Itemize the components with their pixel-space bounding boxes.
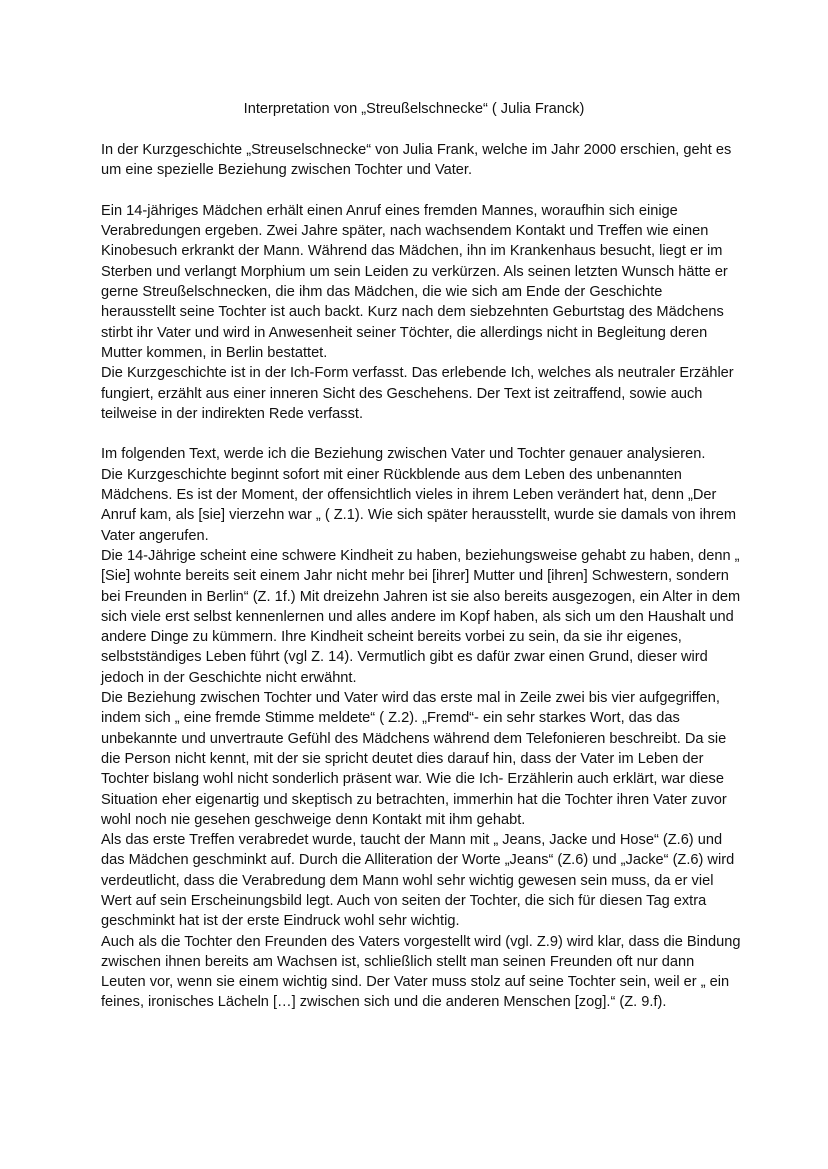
paragraph-spacer bbox=[101, 424, 741, 444]
paragraph-spacer bbox=[101, 181, 741, 201]
paragraph-flashback: Die Kurzgeschichte beginnt sofort mit einer Rückblende aus dem Leben des unbenannten Mädchens. Es ist der Moment, der offensichtlich vieles in ihrem Leben verändert hat, denn „Der Anruf kam, als [sie] vierzehn war „ ( Z.1). Wie sich später herausstellt, wurde sie damals von ihrem Vater angerufen. bbox=[101, 466, 737, 544]
paragraph-childhood: Die 14-Jährige scheint eine schwere Kindheit zu haben, beziehungsweise gehabt zu haben, denn „ [Sie] wohnte bereits seit einem Jahr nicht mehr bei [ihrer] Mutter und [ihren] Schwestern, sondern bei Freunden in Berlin“ (Z. 1f.) Mit dreizehn Jahren ist sie also bereits ausgezogen, ein Alter in dem sich viele erst selbst kennenlernen und alles andere im Kopf haben, als sich um den Haushalt und andere Dinge zu kümmern. Ihre Kindheit scheint bereits vorbei zu sein, da sie ihr eigenes, selbstständiges Leben führt (vgl Z. 14). Vermutlich gibt es dafür zwar einen Grund, dieser wird jedoch in der Geschichte nicht erwähnt. bbox=[101, 547, 741, 686]
paragraph-first-meeting: Als das erste Treffen verabredet wurde, taucht der Mann mit „ Jeans, Jacke und Hose“ (Z.6) und das Mädchen geschminkt auf. Durch die Alliteration der Worte „Jeans“ (Z.6) und „Jacke“ (Z.6) wird verdeutlicht, dass die Verabredung dem Mann wohl sehr wichtig gewesen sein muss, da er viel Wert auf sein Erscheinungsbild legt. Auch von seiten der Tochter, die sich für diesen Tag extra geschminkt hat ist der erste Eindruck wohl sehr wichtig. bbox=[101, 832, 735, 930]
paragraph-friends: Auch als die Tochter den Freunden des Vaters vorgestellt wird (vgl. Z.9) wird klar, dass die Bindung zwischen ihnen bereits am Wachsen ist, schließlich stellt man seinen Freunden oft nur dann Leuten vor, wenn sie einem wichtig sind. Der Vater muss stolz auf seine Tochter sein, weil er „ ein feines, ironisches Lächeln […] zwischen sich und die anderen Menschen [zog].“ (Z. 9.f). bbox=[101, 933, 741, 1011]
document-title: Interpretation von „Streußelschnecke“ ( Julia Franck) bbox=[243, 101, 585, 117]
paragraph-summary: Ein 14-jähriges Mädchen erhält einen Anruf eines fremden Mannes, woraufhin sich einige Verabredungen ergeben. Zwei Jahre später, nach wachsendem Kontakt und Treffen wie einen Kinobesuch erkrankt der Mann. Während das Mädchen, ihn im Krankenhaus besucht, liegt er im Sterben und verlangt Morphium um sein Leiden zu verkürzen. Als seinen letzten Wunsch hätte er gerne Streußelschnecken, die ihm das Mädchen, die wie sich am Ende der Geschichte herausstellt seine Tochter ist auch backt. Kurz nach dem siebzehnten Geburtstag des Mädchens stirbt ihr Vater und wird in Anwesenheit seiner Töchter, die allerdings nicht in Begleitung deren Mutter kommen, in Berlin bestattet. bbox=[101, 202, 728, 361]
document-body bbox=[101, 140, 741, 1013]
paragraph-intro: In der Kurzgeschichte „Streuselschnecke“ von Julia Frank, welche im Jahr 2000 erschien, geht es um eine spezielle Beziehung zwischen Tochter und Vater. bbox=[101, 142, 732, 179]
paragraph-first-contact: Die Beziehung zwischen Tochter und Vater wird das erste mal in Zeile zwei bis vier aufgegriffen, indem sich „ eine fremde Stimme meldete“ ( Z.2). „Fremd“- ein sehr starkes Wort, das das unbekannte und unvertraute Gefühl des Mädchens während dem Telefonieren beschreibt. Da sie die Person nicht kennt, mit der sie spricht deutet dies darauf hin, dass der Vater im Leben der Tochter bislang wohl nicht sonderlich präsent war. Wie die Ich- Erzählerin auch erklärt, war diese Situation eher eigenartig und skeptisch zu betrachten, immerhin hat die Tochter ihren Vater zuvor wohl noch nie gesehen geschweige denn Kontakt mit ihm gehabt. bbox=[101, 690, 727, 828]
paragraph-analysis-intro: Im folgenden Text, werde ich die Beziehung zwischen Vater und Tochter genauer analysieren. bbox=[101, 446, 706, 463]
paragraph-form: Die Kurzgeschichte ist in der Ich-Form verfasst. Das erlebende Ich, welches als neutraler Erzähler fungiert, erzählt aus einer inneren Sicht des Geschehens. Der Text ist zeitraffend, sowie auch teilweise in der indirekten Rede verfasst. bbox=[101, 365, 734, 422]
